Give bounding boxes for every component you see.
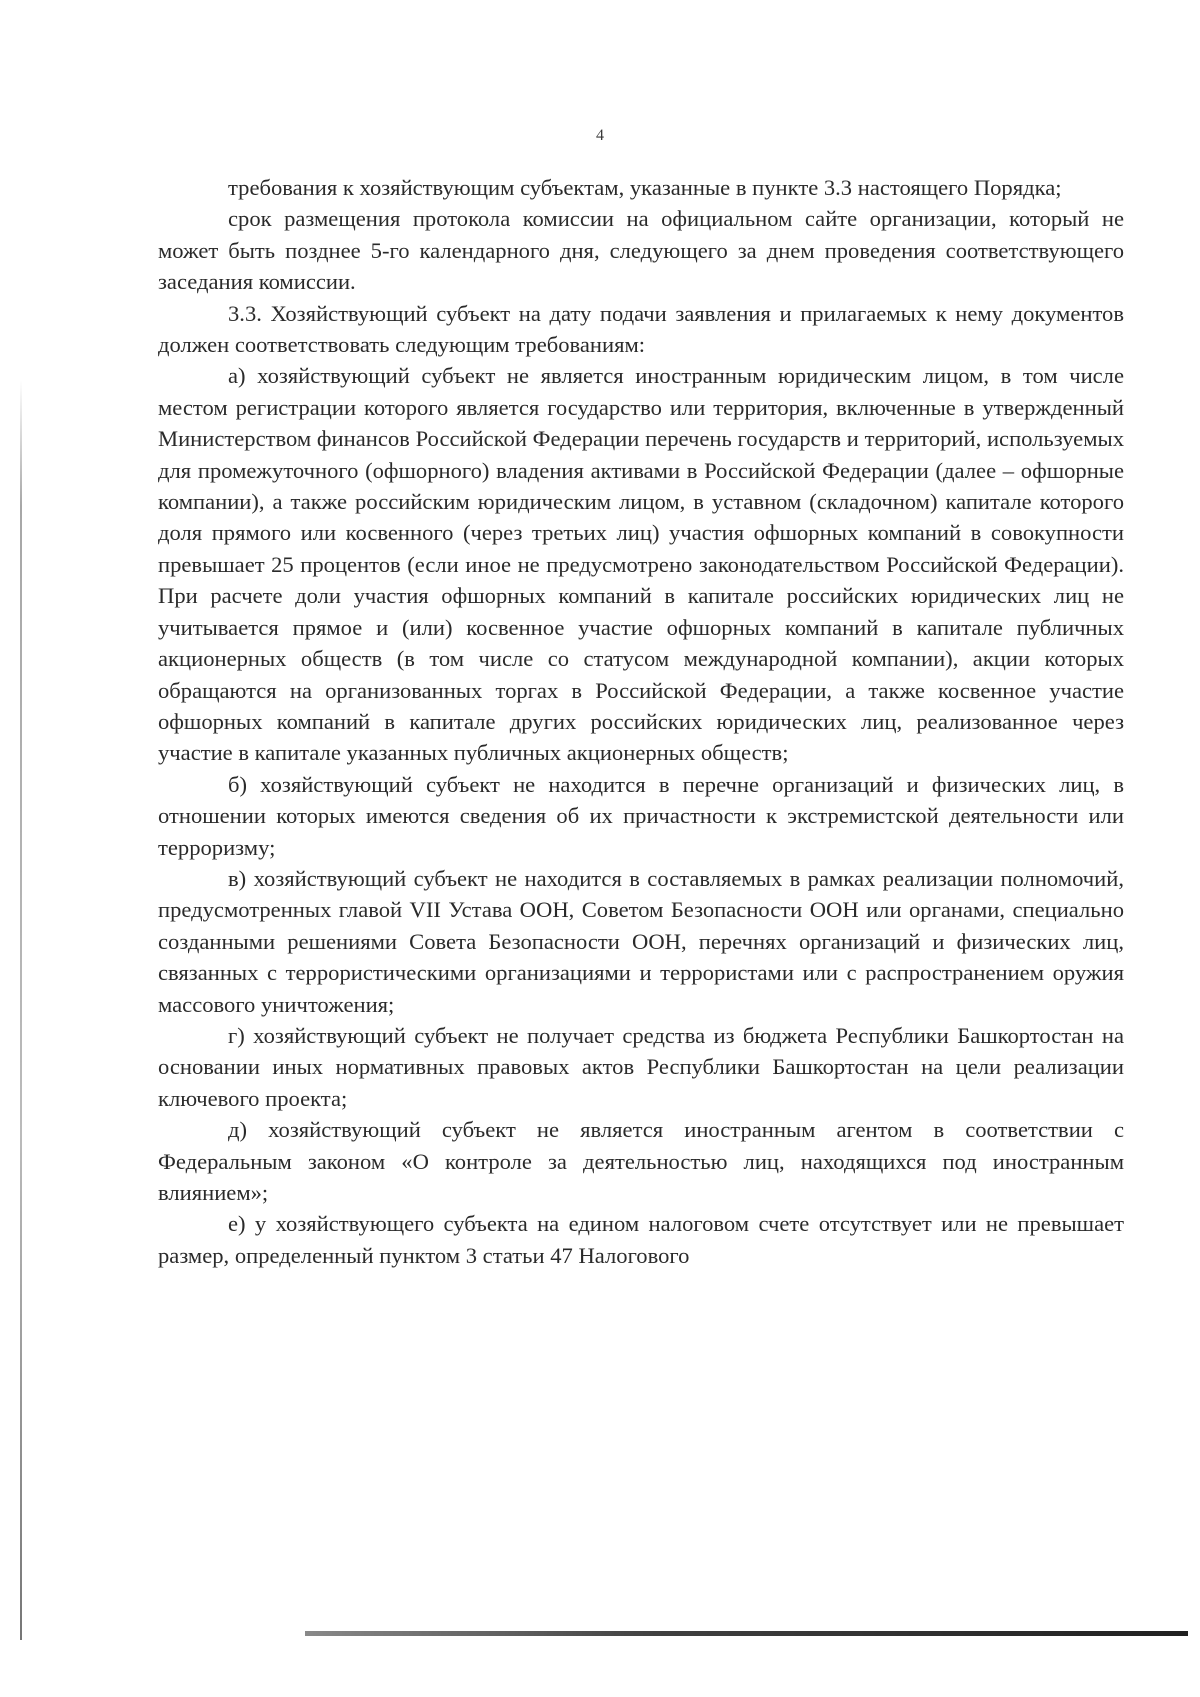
page-number: 4 <box>596 127 604 144</box>
paragraph-item-e: е) у хозяйствующего субъекта на едином налоговом счете отсутствует или не превышает размер, определенный пунктом 3 статьи 47 Налогового <box>158 1211 1124 1268</box>
paragraph-protocol-deadline: срок размещения протокола комиссии на официальном сайте организации, который не может быть позднее 5-го календарного дня, следующего за днем проведения соответствующего заседания комиссии. <box>158 206 1124 295</box>
paragraph-item-a: а) хозяйствующий субъект не является иностранным юридическим лицом, в том числе местом регистрации которого является государство или территория, включенные в утвержденный Министерством финансов Российской Федерации перечень государств и территорий, используемых для промежуточного (офшорного) владения активами в Российской Федерации (далее – офшорные компании), а также российским юридическим лицом, в уставном (складочном) капитале которого доля прямого или косвенного (через третьих лиц) участия офшорных компаний в совокупности превышает 25 процентов (если иное не предусмотрено законодательством Российской Федерации). При расчете доли участия офшорных компаний в капитале российских юридических лиц не учитывается прямое и (или) косвенное участие офшорных компаний в капитале публичных акционерных обществ (в том числе со статусом международной компании), акции которых обращаются на организованных торгах в Российской Федерации, а также косвенное участие офшорных компаний в капитале других российских юридических лиц, реализованное через участие в капитале указанных публичных акционерных обществ; <box>158 363 1124 766</box>
paragraph-requirements-ref: требования к хозяйствующим субъектам, указанные в пункте 3.3 настоящего Порядка; <box>228 175 1062 200</box>
paragraph-item-d: д) хозяйствующий субъект не является иностранным агентом в соответствии с Федеральным законом «О контроле за деятельностью лиц, находящихся под иностранным влиянием»; <box>158 1117 1124 1205</box>
paragraph-clause-3-3: 3.3. Хозяйствующий субъект на дату подачи заявления и прилагаемых к нему документов должен соответствовать следующим требованиям: <box>158 300 1124 358</box>
paragraph-item-g: г) хозяйствующий субъект не получает средства из бюджета Республики Башкортостан на основании иных нормативных правовых актов Республики Башкортостан на цели реализации ключевого проекта; <box>158 1022 1124 1111</box>
paragraph-item-v: в) хозяйствующий субъект не находится в составляемых в рамках реализации полномочий, предусмотренных главой VII Устава ООН, Советом Безопасности ООН или органами, специально созданными решениями Совета Безопасности ООН, перечнях организаций и физических лиц, связанных с террористическими организациями и террористами или с распространением оружия массового уничтожения; <box>158 865 1124 1017</box>
scan-left-edge-line <box>20 380 22 1640</box>
document-body <box>158 172 1124 1271</box>
paragraph-item-b: б) хозяйствующий субъект не находится в перечне организаций и физических лиц, в отношении которых имеются сведения об их причастности к экстремистской деятельности или терроризму; <box>158 771 1124 860</box>
scan-bottom-edge-line <box>305 1631 1188 1636</box>
